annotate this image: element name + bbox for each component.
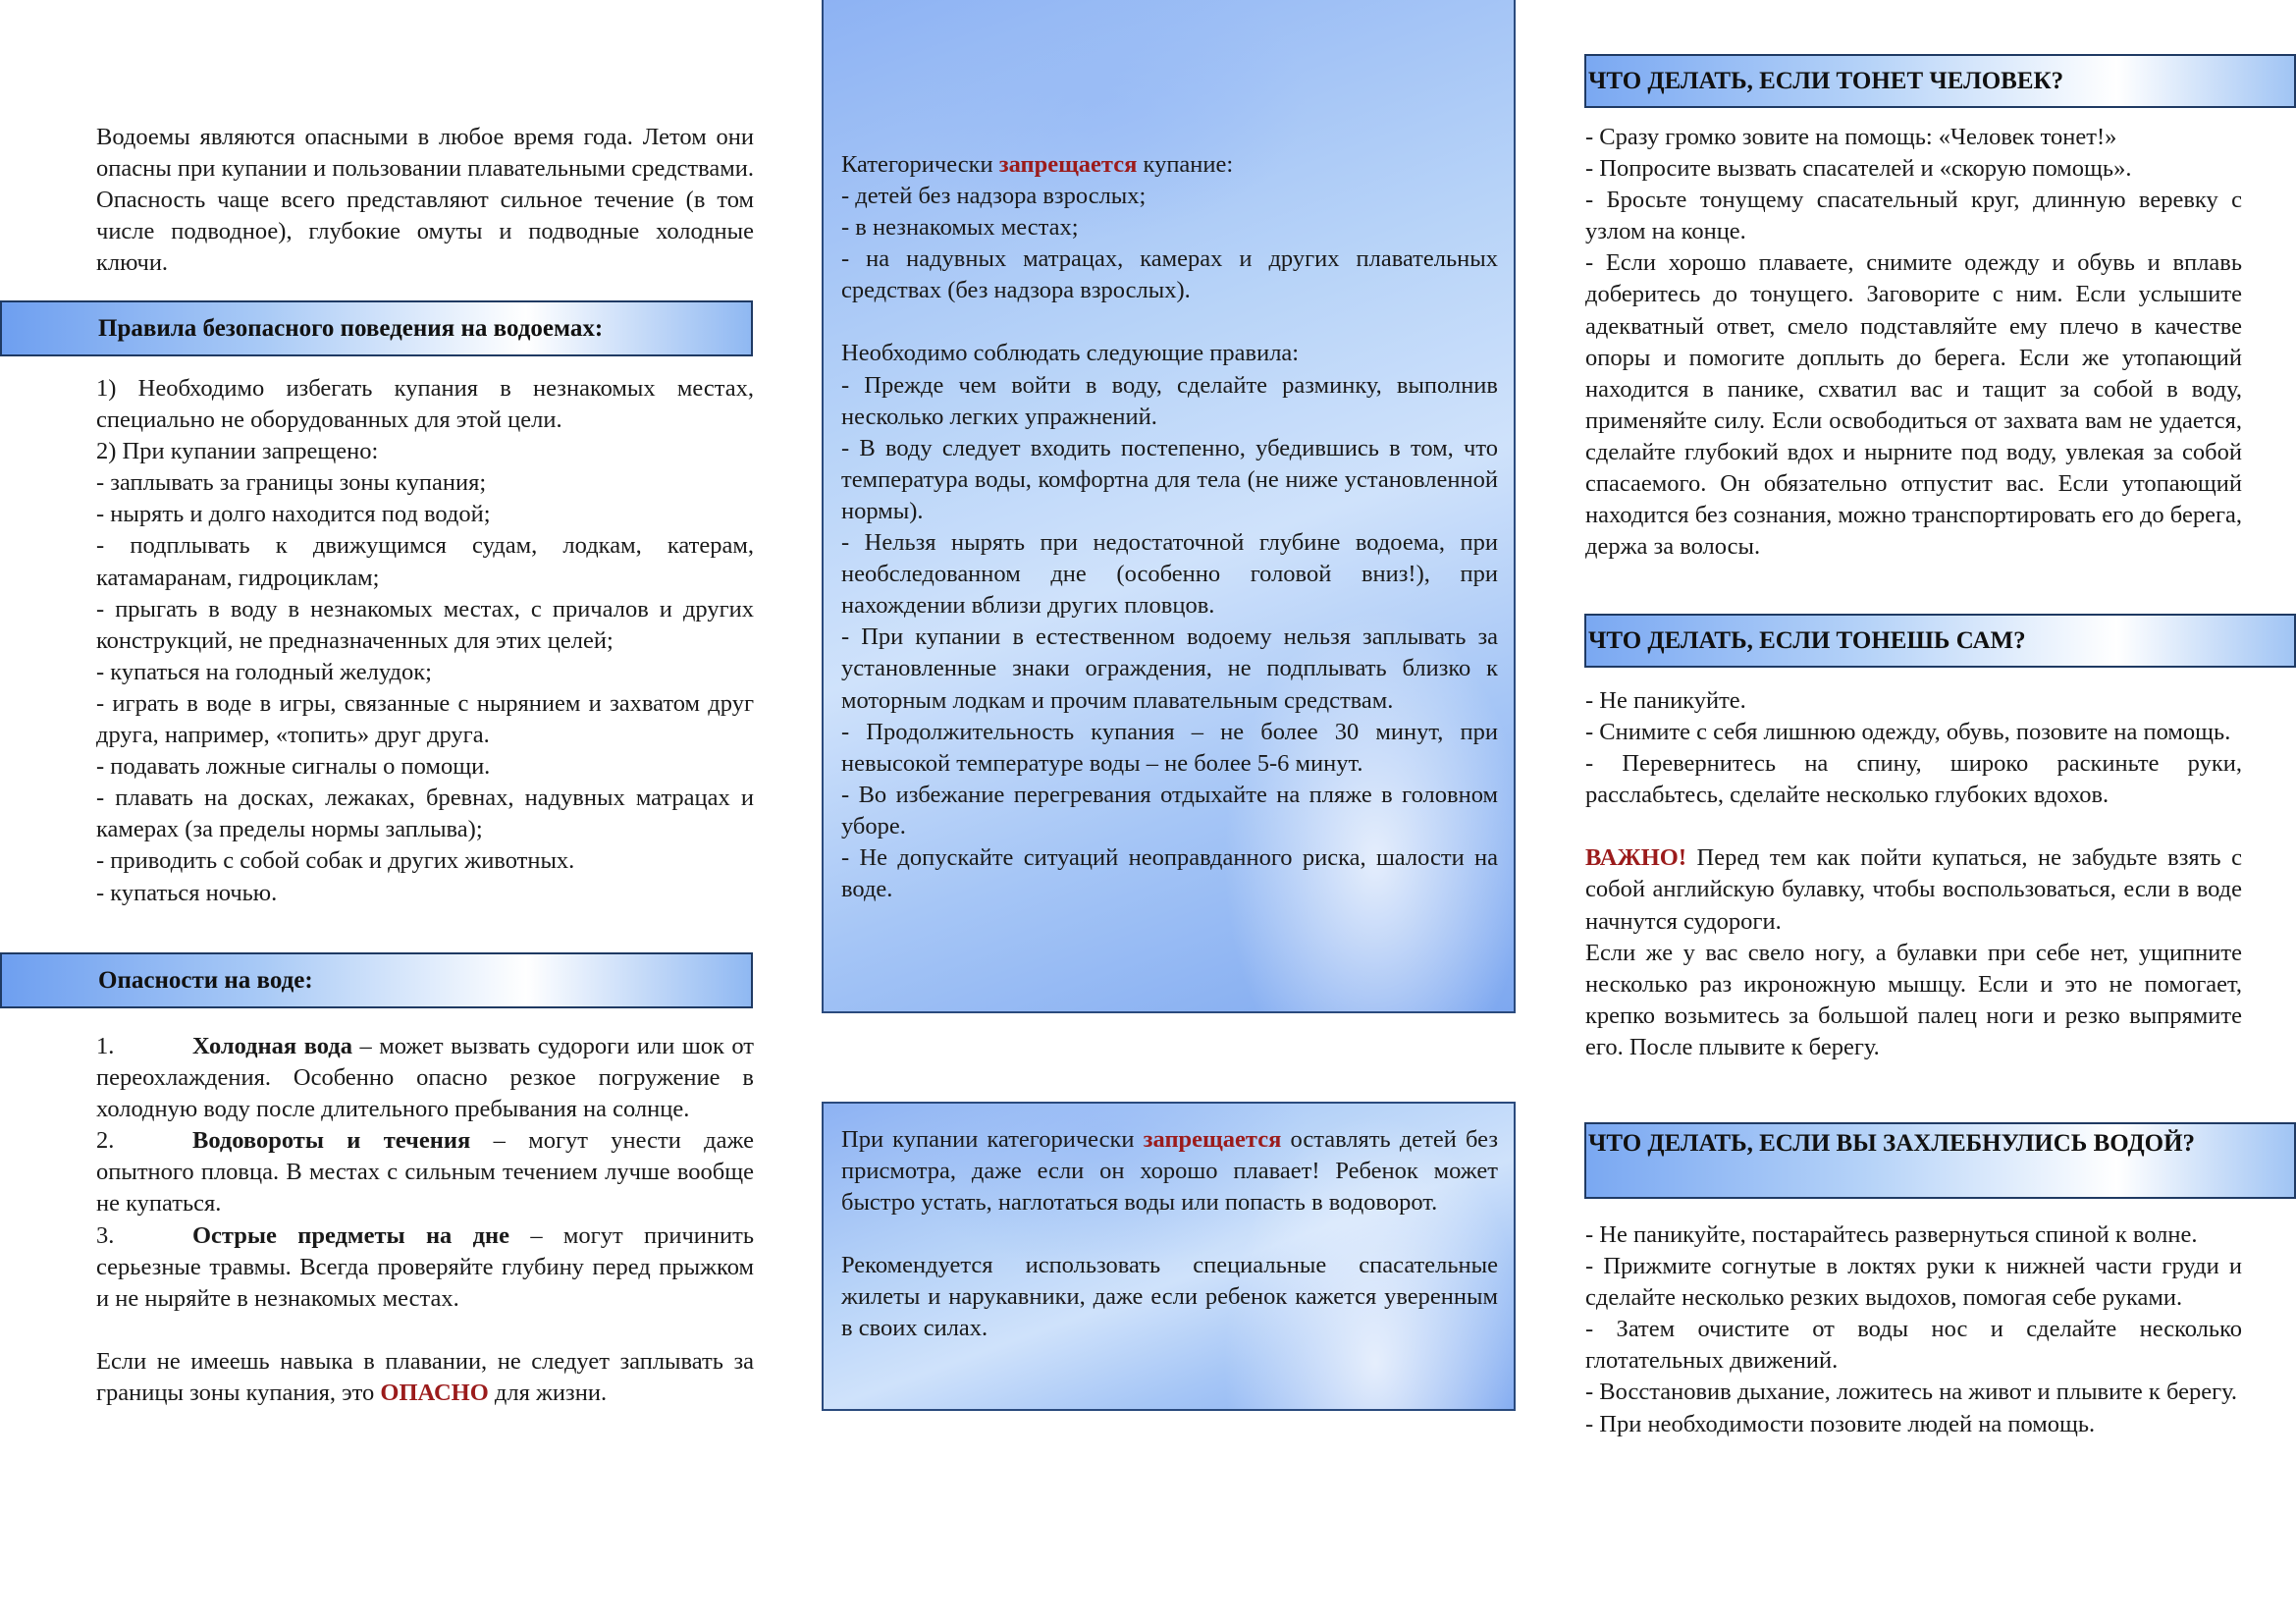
rule-item: - Не допускайте ситуаций неоправданного риска, шалости на воде. [841,843,1498,903]
rule-item: - Продолжительность купания – не более 30 минут, при невысокой температуре воды – не более 5-6 минут. [841,718,1498,777]
prohibition-item: - на надувных матрацах, камерах и других плавательных средствах (без надзора взрослых). [841,245,1498,304]
advice-item: - Восстановив дыхание, ложитесь на живот и плывите к берегу. [1585,1379,2238,1406]
danger-item: 1. Холодная вода – может вызвать судороги или шок от переохлаждения. Особенно опасно резкое погружение в холодную воду после длительного пребывания на солнце. [96,1033,755,1123]
children-box [822,1102,1516,1411]
children-warning: При купании категорически запрещается оставлять детей без присмотра, даже если он хорошо плавает! Ребенок может быстро устать, наглотаться воды или попасть в водоворот. [841,1126,1498,1217]
choking-section [1585,1219,2242,1440]
prohibition-item: - в незнакомых местах; [841,214,1079,242]
rules-title: Необходимо соблюдать следующие правила: [841,340,1300,367]
rules-list [96,373,754,909]
advice-item: - Не паникуйте, постарайтесь развернуться спиной к волне. [1585,1221,2198,1248]
rules-heading: Правила безопасного поведения на водоемах: [98,314,604,342]
advice-item: - Сразу громко зовите на помощь: «Человек тонет!» [1585,124,2117,150]
danger-item: 2. Водовороты и течения – могут унести даже опытного пловца. В местах с сильным течением лучше вообще не купаться. [96,1127,755,1218]
advice-item: - Попросите вызвать спасателей и «скорую помощь». [1585,155,2132,183]
intro-paragraph: Водоемы являются опасными в любое время года. Летом они опасны при купании и пользовании плавательными средствами. Опасность чаще всего представляют сильное течение (в том числе подводное), глубокие омуты и подводные холодные ключи. [96,124,754,277]
advice-item: - Не паникуйте. [1585,687,1746,714]
important-note: ВАЖНО! Перед тем как пойти купаться, не забудьте взять с собой английскую булавку, чтобы воспользоваться, если в воде начнутся судороги. [1585,844,2242,935]
rule-item: - Прежде чем войти в воду, сделайте разминку, выполнив несколько легких упражнений. [841,371,1498,430]
dangers-list [96,1031,754,1409]
advice-item: - При необходимости позовите людей на помощь. [1585,1410,2096,1437]
self-drowning-section [1585,685,2242,1063]
danger-item: 3. Острые предметы на дне – могут причинить серьезные травмы. Всегда проверяйте глубину перед прыжком и не ныряйте в незнакомых местах. [96,1221,754,1312]
dangers-heading-bar [0,952,753,1008]
rules-heading-bar [0,300,753,356]
rule-item: - плавать на досках, лежаках, бревнах, надувных матрацах и камерах (за пределы нормы заплыва); [96,785,754,843]
rule-item: - купаться ночью. [96,879,278,906]
rule-item: - играть в воде в игры, связанные с нырянием и захватом друг друга, например, «топить» друг друга. [96,689,754,749]
rule-item: - При купании в естественном водоему нельзя заплывать за установленные знаки ограждения, не подплывать близко к моторным лодкам и прочим плавательным средствам. [841,623,1498,714]
rule-item: - подавать ложные сигналы о помощи. [96,753,491,781]
rule-item: 1) Необходимо избегать купания в незнакомых местах, специально не оборудованных для этой цели. [96,375,754,434]
rule-item: - купаться на голодный желудок; [96,658,432,685]
drowning-person-heading-bar [1584,54,2296,108]
rule-item: - Во избежание перегревания отдыхайте на пляже в головном уборе. [841,781,1498,839]
rule-item: - прыгать в воду в незнакомых местах, с причалов и других конструкций, не предназначенных для этих целей; [96,595,754,654]
advice-item: - Если хорошо плаваете, снимите одежду и обувь и вплавь доберитесь до тонущего. Заговорите с ним. Если услышите адекватный ответ, смело подставляйте ему плечо в качестве опоры и помогите доплыть до берега. Если же утопающий находится в панике, схватил вас и тащит за собой в воду, применяйте силу. Если освободиться от захвата вам не удается, сделайте глубокий вдох и нырните под воду, увлекая за собой спасаемого. Он обязательно отпустит вас. Если утопающий находится без сознания, можно транспортировать его до берега, держа за волосы. [1585,249,2242,561]
advice-item: - Прижмите согнутые в локтях руки к нижней части груди и сделайте несколько резких выдохов, помогая себе руками. [1585,1253,2242,1312]
rule-item: - заплывать за границы зоны купания; [96,469,487,497]
advice-item: - Перевернитесь на спину, широко раскиньте руки, расслабьтесь, сделайте несколько глубоких вдохов. [1585,750,2242,809]
choking-heading-bar [1584,1122,2296,1199]
rule-item: 2) При купании запрещено: [96,438,379,465]
advice-item: - Затем очистите от воды нос и сделайте несколько глотательных движений. [1585,1316,2242,1375]
dangers-heading: Опасности на воде: [98,966,313,994]
rule-item: - приводить с собой собак и других животных. [96,847,575,875]
rule-item: - Нельзя нырять при недостаточной глубине водоема, при необследованном дне (особенно головой вниз!), при нахождении вблизи других пловцов. [841,529,1498,620]
self-drowning-heading-bar [1584,614,2296,668]
vest-recommendation: Рекомендуется использовать специальные спасательные жилеты и нарукавники, даже если ребенок кажется уверенным в своих силах. [841,1252,1498,1342]
self-drowning-heading: ЧТО ДЕЛАТЬ, ЕСЛИ ТОНЕШЬ САМ? [1588,626,2026,654]
rule-item: - подплывать к движущимся судам, лодкам, катерам, катамаранам, гидроциклам; [96,532,754,591]
prohibition-title: Категорически запрещается купание: [841,151,1234,178]
drowning-person-section [1585,122,2242,563]
advice-item: - Снимите с себя лишнюю одежду, обувь, позовите на помощь. [1585,719,2231,746]
left-intro [96,122,754,279]
cramp-advice: Если же у вас свело ногу, а булавки при себе нет, ущипните несколько раз икроножную мышцу. Если и это не помогает, крепко возьмитесь за большой палец ноги и резко выпрямите его. После плывите к берегу. [1585,939,2242,1060]
advice-item: - Бросьте тонущему спасательный круг, длинную веревку с узлом на конце. [1585,187,2242,245]
rule-item: - нырять и долго находится под водой; [96,501,491,528]
rule-item: - В воду следует входить постепенно, убедившись в том, что температура воды, комфортна для тела (не ниже установленной нормы). [841,434,1498,524]
prohibitions-box [822,0,1516,1013]
danger-warning: Если не имеешь навыка в плавании, не следует заплывать за границы зоны купания, это ОПАСНО для жизни. [96,1347,754,1406]
drowning-person-heading: ЧТО ДЕЛАТЬ, ЕСЛИ ТОНЕТ ЧЕЛОВЕК? [1588,67,2064,94]
prohibition-item: - детей без надзора взрослых; [841,183,1147,210]
choking-heading: ЧТО ДЕЛАТЬ, ЕСЛИ ВЫ ЗАХЛЕБНУЛИСЬ ВОДОЙ? [1588,1130,2196,1157]
